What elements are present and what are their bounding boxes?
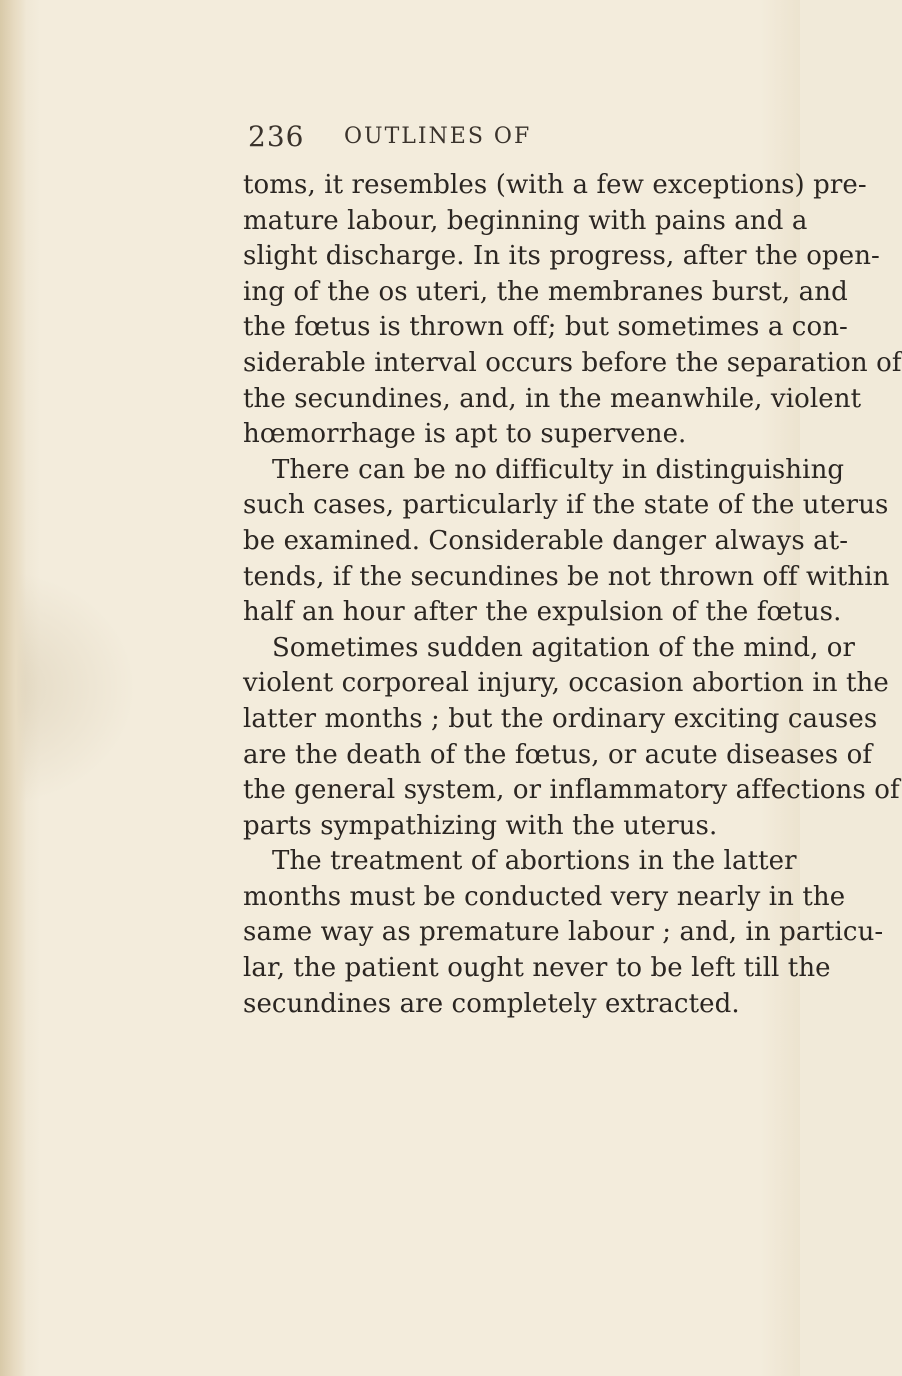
text-line: mature labour, beginning with pains and a [243,205,808,236]
text-line: ing of the os uteri, the membranes burst, and [243,276,848,307]
text-line: the fœtus is thrown off; but sometimes a con- [243,312,848,343]
text-line: parts sympathizing with the uterus. [243,810,718,841]
page-edge-shadow [0,0,26,1376]
paragraph-start-line: There can be no difficulty in distinguishing [272,454,845,485]
text-line: siderable interval occurs before the separation of [243,347,902,378]
text-line: are the death of the fœtus, or acute diseases of [243,739,873,770]
paragraph-start-line: Sometimes sudden agitation of the mind, or [272,632,856,663]
text-line: months must be conducted very nearly in the [243,881,846,912]
text-line: toms, it resembles (with a few exceptions) pre- [243,170,867,200]
page-number: 236 [248,120,305,153]
text-line: latter months ; but the ordinary exciting causes [243,703,878,734]
body-text [243,168,902,1022]
text-line: hœmorrhage is apt to supervene. [243,419,687,450]
text-line: same way as premature labour ; and, in particu- [243,917,884,948]
text-line: the general system, or inflammatory affections of [243,775,900,806]
page-header [248,120,768,160]
text-line: half an hour after the expulsion of the fœtus. [243,597,842,628]
text-line: secundines are completely extracted. [243,988,740,1019]
text-line: the secundines, and, in the meanwhile, violent [243,383,862,414]
text-line: be examined. Considerable danger always at- [243,525,849,556]
paragraph-start-line: The treatment of abortions in the latter [272,846,797,877]
text-line: lar, the patient ought never to be left till the [243,953,831,984]
text-line: violent corporeal injury, occasion abortion in the [243,668,889,699]
text-line: such cases, particularly if the state of the uterus [243,490,889,521]
text-line: slight discharge. In its progress, after the open- [243,241,880,272]
running-head: OUTLINES OF [344,124,532,149]
text-line: tends, if the secundines be not thrown off within [243,561,890,592]
